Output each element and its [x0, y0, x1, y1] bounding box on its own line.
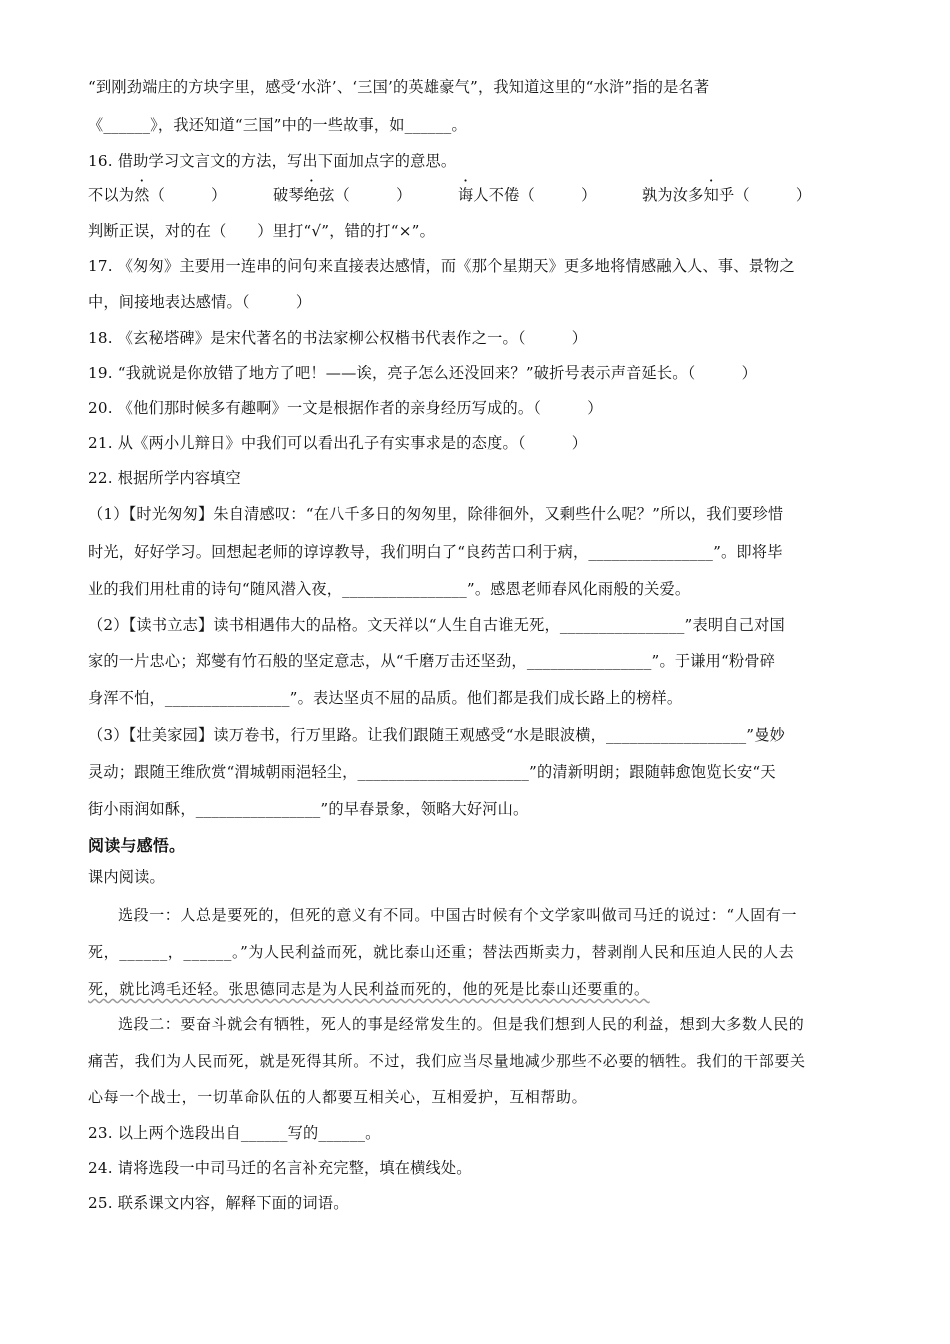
q16-item-4: 孰为汝多知乎（ ）: [642, 186, 812, 204]
question-21: 21. 从《两小儿辩日》中我们可以看出孔子有实事求是的态度。（ ）: [88, 434, 588, 452]
dotted-char: 然: [134, 186, 150, 204]
excerpt-1-line-2: 死，______，______。”为人民利益而死，就比泰山还重；替法西斯卖力，替剥削人民和压迫人民的人去: [88, 943, 795, 961]
subsection-label: 课内阅读。: [88, 868, 165, 886]
q16-item-3: 诲人不倦（ ）: [458, 186, 597, 204]
question-23: 23. 以上两个选段出自______写的______。: [88, 1124, 381, 1142]
passage-line-1: “到刚劲端庄的方块字里，感受‘水浒’、‘三国’的英雄豪气”，我知道这里的“水浒”指的是名著: [88, 78, 710, 96]
excerpt-2-line-3: 心每一个战士，一切革命队伍的人都要互相关心，互相爱护，互相帮助。: [88, 1088, 588, 1106]
q22-part-2-line-2: 家的一片忠心；郑燮有竹石般的坚定意志，从“千磨万击还坚劲，________________”。于谦用“粉骨碎: [88, 652, 776, 670]
dotted-char: 诲: [458, 186, 474, 204]
q16-item-1: 不以为然（ ）: [88, 186, 227, 204]
q22-part-2-line-3: 身浑不怕，________________”。表达坚贞不屈的品质。他们都是我们成长路上的榜样。: [88, 689, 683, 707]
excerpt-1-line-1: 选段一：人总是要死的，但死的意义有不同。中国古时候有个文学家叫做司马迁的说过：“人固有一: [118, 906, 798, 924]
question-24: 24. 请将选段一中司马迁的名言补充完整，填在横线处。: [88, 1159, 472, 1177]
q22-part-3-line-2: 灵动；跟随王维欣赏“渭城朝雨浥轻尘，______________________”的清新明朗；跟随韩愈饱览长安“天: [88, 763, 776, 781]
question-22: 22. 根据所学内容填空: [88, 469, 241, 487]
passage-line-2: 《______》，我还知道“三国”中的一些故事，如______。: [88, 116, 467, 134]
dotted-char: 绝: [303, 186, 320, 204]
excerpt-1-line-3: 死，就比鸿毛还轻。张思德同志是为人民利益而死的，他的死是比泰山还要重的。: [88, 980, 650, 998]
excerpt-2-line-2: 痛苦，我们为人民而死，就是死得其所。不过，我们应当尽量地减少那些不必要的牺牲。我们的干部要关: [88, 1052, 806, 1070]
question-17-line-1: 17. 《匆匆》主要用一连串的问句来直接表达感情，而《那个星期天》更多地将情感融入人、事、景物之: [88, 257, 795, 275]
question-16: 16. 借助学习文言文的方法，写出下面加点字的意思。: [88, 152, 457, 170]
q22-part-3-line-1: （3）【壮美家园】读万卷书，行万里路。让我们跟随王观感受“水是眼波横，__________________”曼妙: [88, 726, 786, 744]
question-18: 18. 《玄秘塔碑》是宋代著名的书法家柳公权楷书代表作之一。（ ）: [88, 329, 588, 347]
judge-instructions: 判断正误，对的在（ ）里打“√”，错的打“×”。: [88, 222, 436, 240]
excerpt-2-line-1: 选段二：要奋斗就会有牺牲，死人的事是经常发生的。但是我们想到人民的利益，想到大多数人民的: [118, 1015, 805, 1033]
q16-items-row: [88, 184, 811, 205]
question-25: 25. 联系课文内容，解释下面的词语。: [88, 1194, 349, 1212]
dotted-char: 知: [703, 186, 719, 204]
question-19: 19. “我就说是你放错了地方了吧！——诶，亮子怎么还没回来？”破折号表示声音延长。（ ）: [88, 364, 757, 382]
question-20: 20. 《他们那时候多有趣啊》一文是根据作者的亲身经历写成的。（ ）: [88, 399, 603, 417]
q22-part-3-line-3: 街小雨润如酥，________________”的早春景象，领略大好河山。: [88, 800, 529, 818]
question-17-line-2: 中，间接地表达感情。（ ）: [88, 293, 312, 311]
q16-item-2: 破琴绝弦（ ）: [273, 186, 412, 204]
q22-part-1-line-2: 时光，好好学习。回想起老师的谆谆教导，我们明白了“良药苦口利于病，________________”。即将毕: [88, 543, 783, 561]
q22-part-2-line-1: （2）【读书立志】读书相遇伟大的品格。文天祥以“人生自古谁无死，________________”表明自己对国: [88, 616, 785, 634]
q22-part-1-line-3: 业的我们用杜甫的诗句“随风潜入夜，________________”。感恩老师春风化雨般的关爱。: [88, 580, 691, 598]
section-heading: 阅读与感悟。: [88, 836, 186, 855]
q22-part-1-line-1: （1）【时光匆匆】朱自清感叹：“在八千多日的匆匆里，除徘徊外，又剩些什么呢？”所以，我们要珍惜: [88, 505, 784, 523]
